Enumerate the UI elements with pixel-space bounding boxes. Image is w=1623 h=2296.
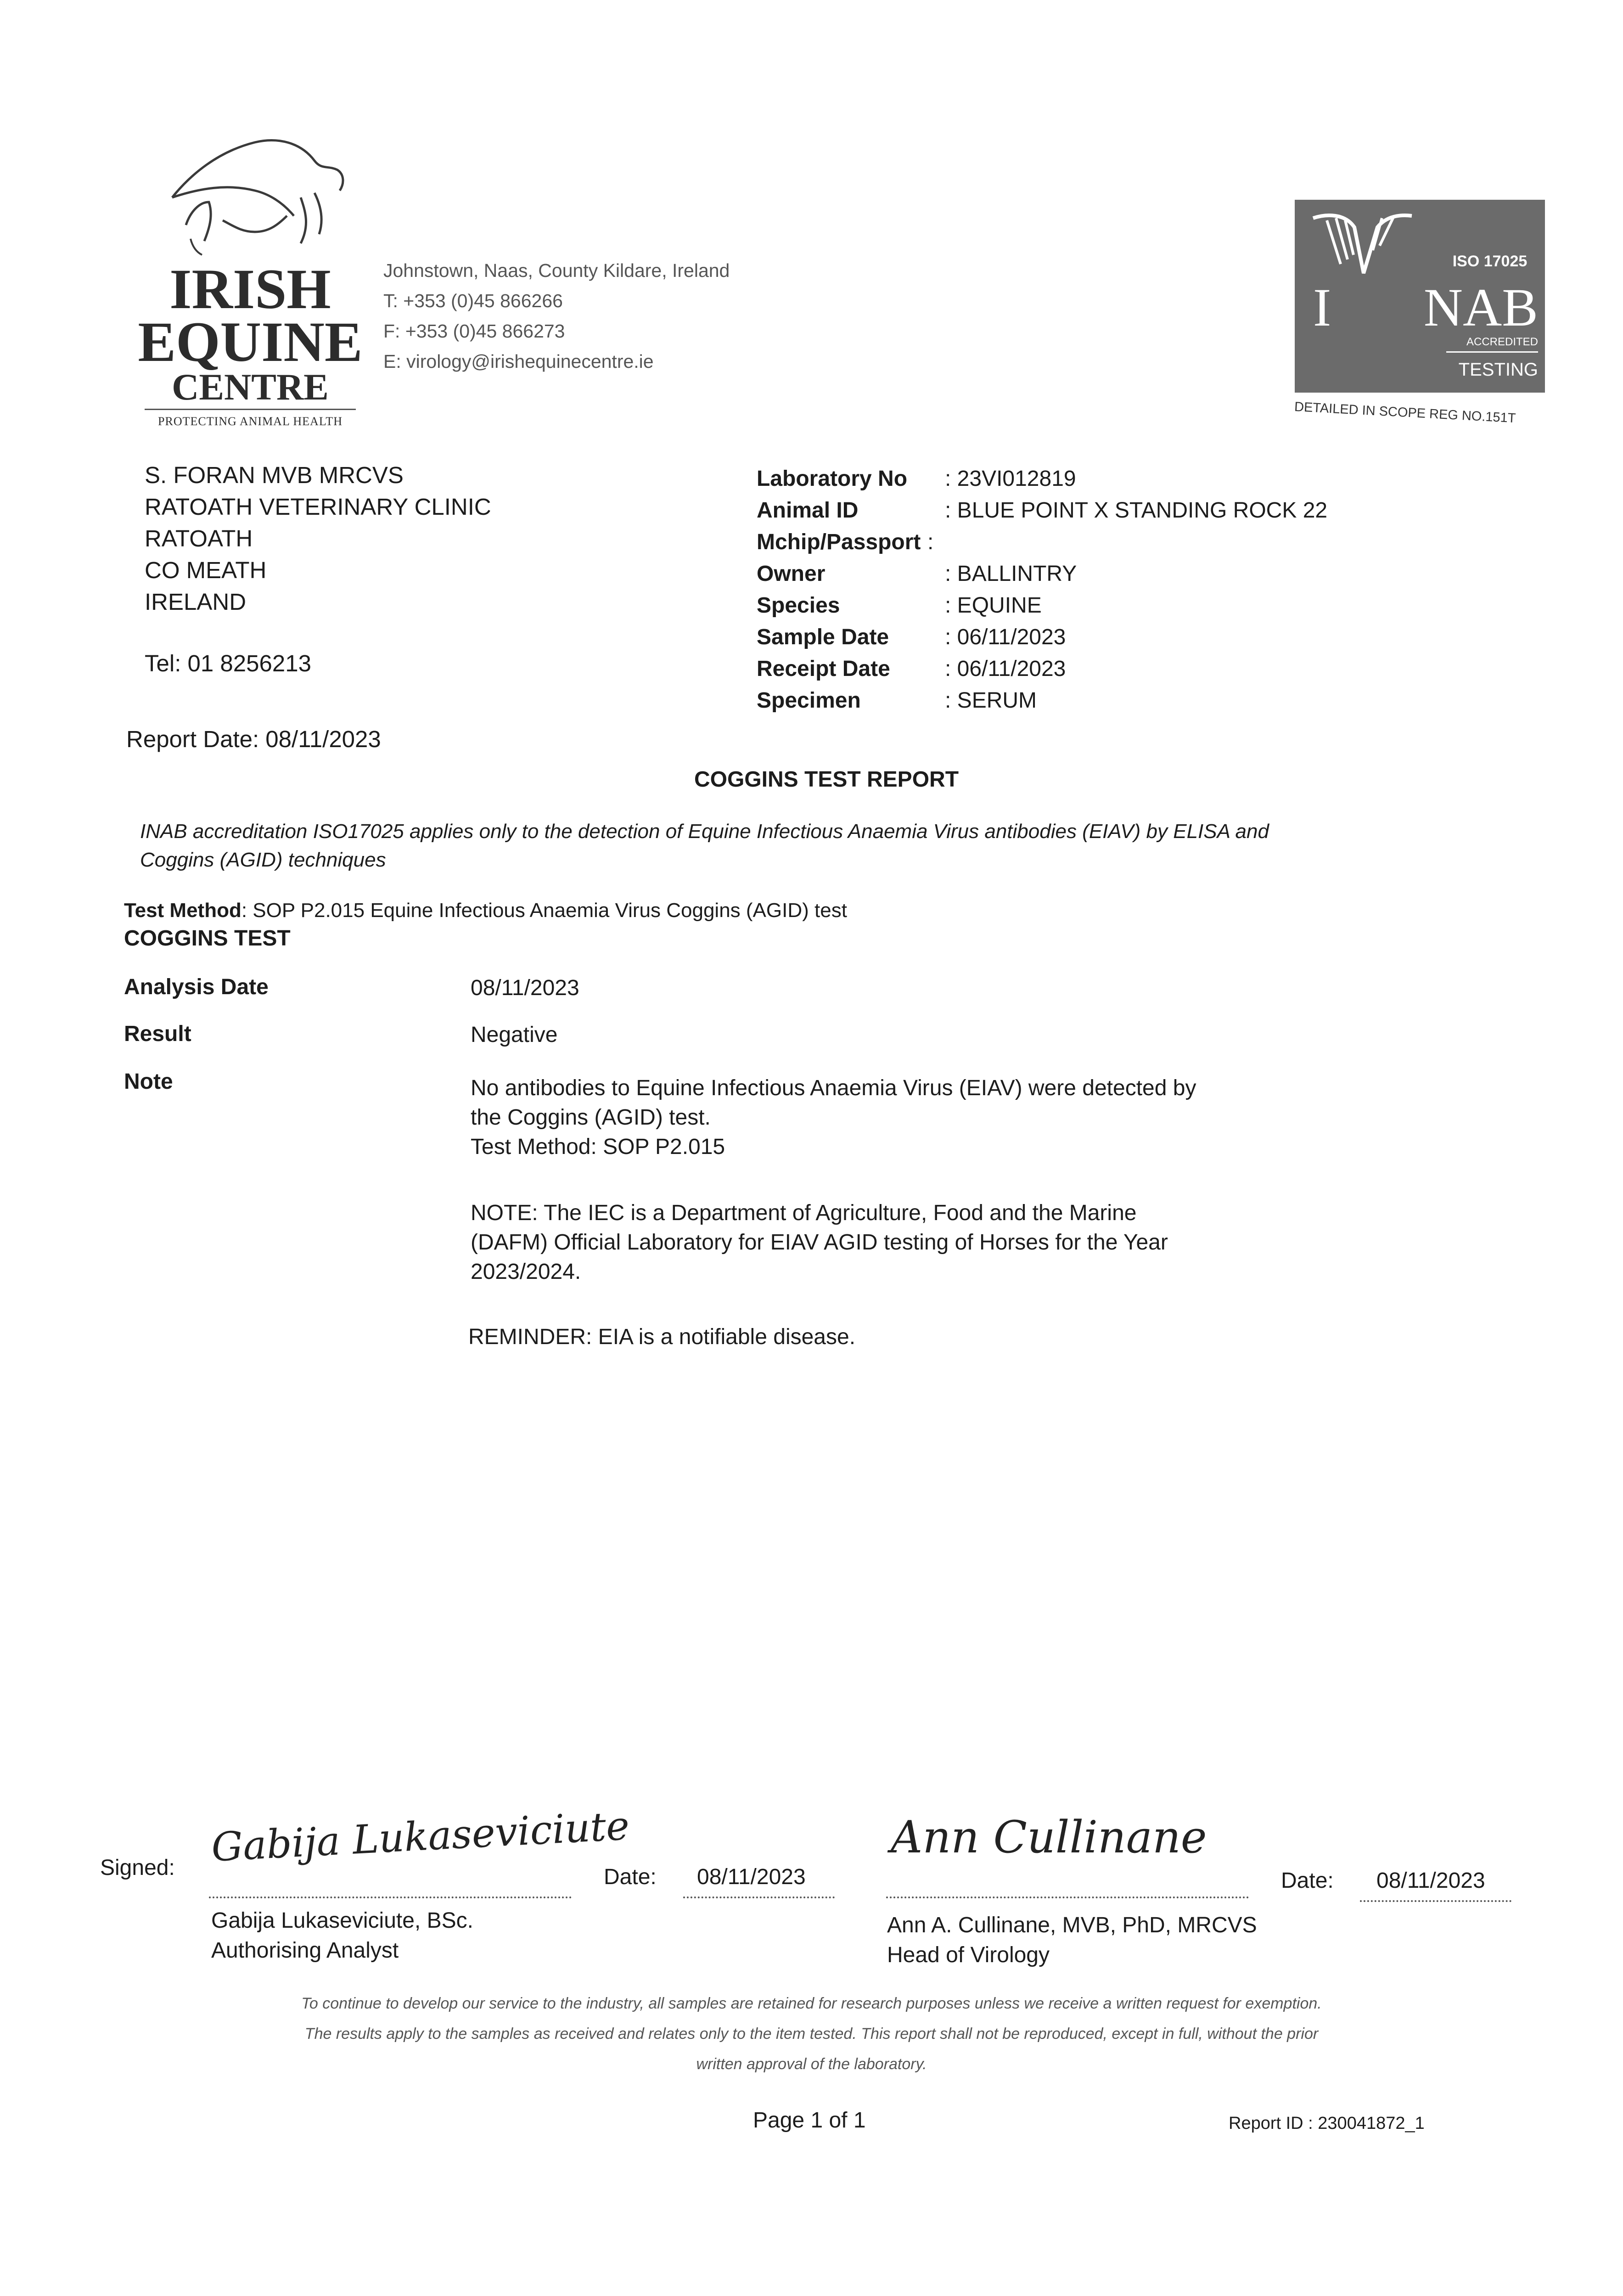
lab-info-label: Mchip/Passport	[757, 530, 921, 554]
recipient-line: S. FORAN MVB MRCVS	[145, 462, 404, 488]
right-signature: Ann Cullinane	[891, 1812, 1207, 1863]
dafm-note-line: 2023/2024.	[471, 1260, 581, 1284]
result-value: Negative	[471, 1023, 558, 1047]
right-date: 08/11/2023	[1376, 1868, 1485, 1893]
left-signature-line	[209, 1896, 572, 1898]
note-line: Test Method: SOP P2.015	[471, 1135, 725, 1159]
lab-info-label: Laboratory No	[757, 467, 908, 491]
lab-info-label: Receipt Date	[757, 657, 890, 681]
lab-info-label: Sample Date	[757, 625, 889, 649]
lab-info-row	[757, 593, 1399, 625]
lab-info-value: : 23VI012819	[945, 467, 1076, 491]
recipient-line: CO MEATH	[145, 557, 267, 583]
lab-info-row	[757, 561, 1399, 593]
page-number: Page 1 of 1	[753, 2108, 866, 2133]
dafm-note-line: NOTE: The IEC is a Department of Agriculture, Food and the Marine	[471, 1201, 1137, 1225]
note-label: Note	[124, 1069, 173, 1094]
section-title: COGGINS TEST	[124, 926, 291, 951]
inab-tick-icon	[1309, 209, 1414, 282]
lab-info-value: : 06/11/2023	[945, 657, 1066, 681]
reminder: REMINDER: EIA is a notifiable disease.	[468, 1325, 856, 1349]
analysis-date-value: 08/11/2023	[471, 976, 579, 1000]
inab-letters: NAB	[1423, 277, 1538, 338]
lab-info-label: Specimen	[757, 688, 861, 713]
report-date: Report Date: 08/11/2023	[126, 726, 381, 752]
test-method-label: Test Method	[124, 899, 241, 922]
lab-info-table	[757, 466, 1399, 720]
lab-info-value: : BALLINTRY	[945, 562, 1077, 586]
note-line: No antibodies to Equine Infectious Anaemia Virus (EIAV) were detected by	[471, 1076, 1196, 1100]
inab-divider	[1446, 351, 1538, 353]
left-signer-name: Gabija Lukaseviciute, BSc.	[211, 1908, 473, 1933]
recipient-line: IRELAND	[145, 589, 247, 615]
accreditation-line: INAB accreditation ISO17025 applies only to the detection of Equine Infectious Anaemia Virus antibodies (EIAV) by ELISA and	[140, 820, 1269, 843]
logo-tagline: PROTECTING ANIMAL HEALTH	[158, 415, 343, 428]
right-signature-line	[886, 1896, 1249, 1898]
logo-name-line3: CENTRE	[172, 366, 329, 408]
inab-accredited: ACCREDITED	[1466, 336, 1538, 348]
lab-info-value: : EQUINE	[945, 593, 1042, 618]
inab-badge	[1295, 200, 1545, 393]
signed-label: Signed:	[100, 1856, 175, 1880]
lab-fax: F: +353 (0)45 866273	[383, 321, 565, 342]
test-method-value: : SOP P2.015 Equine Infectious Anaemia Virus Coggins (AGID) test	[241, 899, 847, 922]
lab-phone: T: +353 (0)45 866266	[383, 290, 563, 311]
inab-letter-i: I	[1313, 277, 1331, 338]
contact-block	[383, 255, 797, 377]
logo-divider	[145, 409, 356, 410]
inab-iso-label: ISO 17025	[1452, 253, 1528, 270]
disclaimer-line: written approval of the laboratory.	[696, 2055, 927, 2073]
lab-info-value: : SERUM	[945, 688, 1037, 713]
note-line: the Coggins (AGID) test.	[471, 1105, 711, 1130]
recipient-line: RATOATH	[145, 525, 253, 551]
lab-info-label: Animal ID	[757, 498, 859, 523]
recipient-tel: Tel: 01 8256213	[145, 650, 311, 676]
accreditation-line: Coggins (AGID) techniques	[140, 849, 386, 871]
left-date-label: Date:	[604, 1865, 657, 1889]
lab-info-label: Owner	[757, 562, 826, 586]
disclaimer-line: To continue to develop our service to the industry, all samples are retained for research purposes unless we receive a written request for exemption.	[301, 1995, 1322, 2012]
note-text	[471, 1074, 1389, 1162]
lab-info-value: : BLUE POINT X STANDING ROCK 22	[945, 498, 1328, 523]
lab-email: E: virology@irishequinecentre.ie	[383, 351, 654, 372]
report-title: COGGINS TEST REPORT	[694, 767, 959, 792]
lab-info-row	[757, 466, 1399, 498]
lab-info-row	[757, 625, 1399, 656]
lab-info-row	[757, 529, 1399, 561]
right-date-label: Date:	[1281, 1868, 1334, 1893]
footer-disclaimer	[92, 1988, 1531, 2079]
dafm-note-line: (DAFM) Official Laboratory for EIAV AGID testing of Horses for the Year	[471, 1230, 1168, 1255]
lab-info-value: : 06/11/2023	[945, 625, 1066, 649]
lab-info-label: Species	[757, 593, 840, 618]
inab-scope: DETAILED IN SCOPE REG NO.151T	[1294, 400, 1516, 426]
recipient-line: RATOATH VETERINARY CLINIC	[145, 494, 491, 520]
recipient-address	[145, 459, 696, 618]
lab-address: Johnstown, Naas, County Kildare, Ireland	[383, 260, 730, 281]
left-date: 08/11/2023	[697, 1865, 806, 1889]
right-signer-name: Ann A. Cullinane, MVB, PhD, MRCVS	[887, 1913, 1257, 1937]
report-id: Report ID : 230041872_1	[1229, 2114, 1425, 2133]
lab-info-row	[757, 688, 1399, 720]
logo-name-line1: IRISH	[169, 258, 331, 321]
analysis-date-label: Analysis Date	[124, 975, 269, 999]
logo-name-line2: EQUINE	[138, 310, 363, 373]
right-signer-role: Head of Virology	[887, 1943, 1050, 1967]
disclaimer-line: The results apply to the samples as received and relates only to the item tested. This report shall not be reproduced, except in full, without the prior	[304, 2025, 1319, 2043]
dafm-note	[471, 1199, 1389, 1287]
right-date-line	[1360, 1900, 1511, 1902]
test-method	[124, 899, 847, 922]
irish-equine-centre-logo	[138, 133, 363, 436]
lab-info-row	[757, 498, 1399, 529]
left-signer-role: Authorising Analyst	[211, 1938, 399, 1963]
left-date-line	[683, 1896, 835, 1898]
left-signature: Gabija Lukaseviciute	[210, 1803, 631, 1871]
lab-info-value: :	[927, 530, 934, 554]
accreditation-note	[140, 817, 1517, 874]
lab-info-row	[757, 656, 1399, 688]
inab-testing: TESTING	[1458, 360, 1538, 380]
horse-logo-icon	[163, 133, 356, 262]
result-label: Result	[124, 1022, 191, 1046]
